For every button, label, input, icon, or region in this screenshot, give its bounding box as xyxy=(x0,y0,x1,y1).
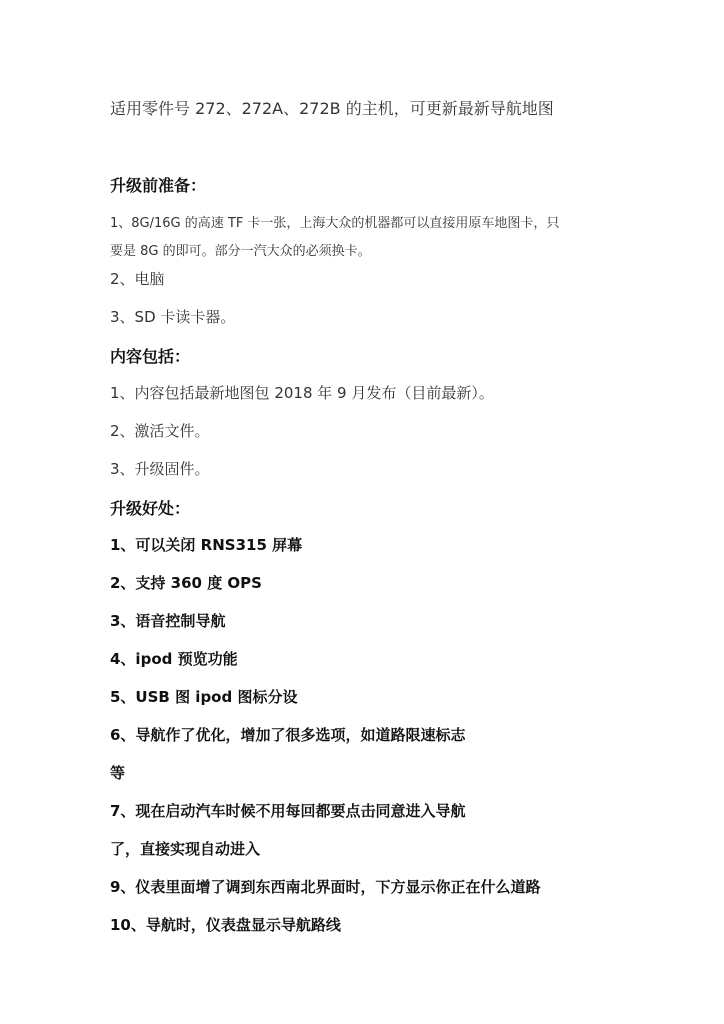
benefits-item-6-line-1: 6、导航作了优化，增加了很多选项，如道路限速标志 xyxy=(110,726,466,744)
benefits-heading: 升级好处： xyxy=(110,499,191,518)
benefits-item-5: 5、USB 图 ipod 图标分设 xyxy=(110,688,298,706)
prep-heading: 升级前准备： xyxy=(110,176,207,195)
prep-item-1-line-2: 要是 8G 的即可。部分一汽大众的必须换卡。 xyxy=(110,244,371,259)
intro-text: 适用零件号 272、272A、272B 的主机，可更新最新导航地图 xyxy=(110,99,554,118)
benefits-item-2: 2、支持 360 度 OPS xyxy=(110,574,262,592)
benefits-item-7-line-2: 了，直接实现自动进入 xyxy=(110,840,261,858)
prep-item-2: 2、电脑 xyxy=(110,270,165,288)
benefits-item-10: 10、导航时，仪表盘显示导航路线 xyxy=(110,916,341,934)
benefits-item-1: 1、可以关闭 RNS315 屏幕 xyxy=(110,536,303,554)
benefits-item-3: 3、语音控制导航 xyxy=(110,612,226,630)
benefits-item-7-line-1: 7、现在启动汽车时候不用每回都要点击同意进入导航 xyxy=(110,802,466,820)
contents-item-3: 3、升级固件。 xyxy=(110,460,210,478)
prep-item-1-line-1: 1、8G/16G 的高速 TF 卡一张，上海大众的机器都可以直接用原车地图卡，只 xyxy=(110,216,560,231)
contents-heading: 内容包括： xyxy=(110,347,191,366)
benefits-item-4: 4、ipod 预览功能 xyxy=(110,650,238,668)
contents-item-2: 2、激活文件。 xyxy=(110,422,210,440)
contents-item-1: 1、内容包括最新地图包 2018 年 9 月发布（目前最新）。 xyxy=(110,384,494,402)
benefits-item-9: 9、仪表里面增了调到东西南北界面时，下方显示你正在什么道路 xyxy=(110,878,541,896)
benefits-item-6-line-2: 等 xyxy=(110,764,126,782)
prep-item-3: 3、SD 卡读卡器。 xyxy=(110,308,236,326)
